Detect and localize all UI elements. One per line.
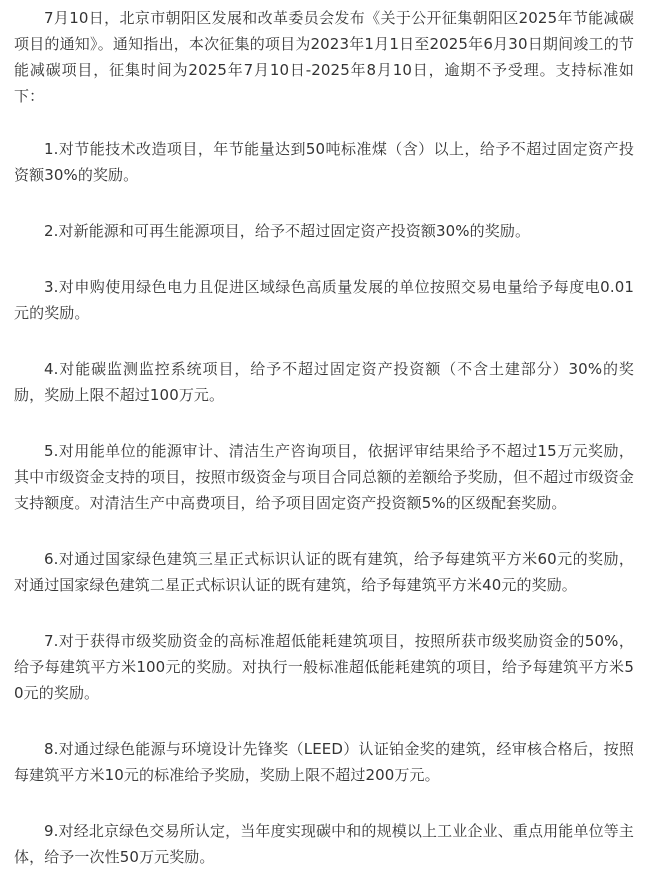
paragraph-spacer — [14, 408, 634, 438]
support-item-1: 1.对节能技术改造项目，年节能量达到50吨标准煤（含）以上，给予不超过固定资产投资额30%的奖励。 — [14, 140, 634, 184]
paragraph-spacer — [14, 244, 634, 274]
paragraph-spacer — [14, 326, 634, 356]
support-item-9: 9.对经北京绿色交易所认定，当年度实现碳中和的规模以上工业企业、重点用能单位等主体，给予一次性50万元奖励。 — [14, 822, 634, 866]
paragraph-spacer — [14, 598, 634, 628]
support-item-7: 7.对于获得市级奖励资金的高标准超低能耗建筑项目，按照所获市级奖励资金的50%，给予每建筑平方米100元的奖励。对执行一般标准超低能耗建筑的项目，给予每建筑平方米50元的奖励。 — [14, 632, 634, 702]
support-item-6: 6.对通过国家绿色建筑三星正式标识认证的既有建筑，给予每建筑平方米60元的奖励，对通过国家绿色建筑二星正式标识认证的既有建筑，给予每建筑平方米40元的奖励。 — [14, 550, 634, 594]
support-item-8: 8.对通过绿色能源与环境设计先锋奖（LEED）认证铂金奖的建筑，经审核合格后，按照每建筑平方米10元的标准给予奖励，奖励上限不超过200万元。 — [14, 740, 634, 784]
paragraph-spacer — [14, 706, 634, 736]
support-item-5: 5.对用能单位的能源审计、清洁生产咨询项目，依据评审结果给予不超过15万元奖励，其中市级资金支持的项目，按照市级资金与项目合同总额的差额给予奖励，但不超过市级资金支持额度。对清洁生产中高费项目，给予项目固定资产投资额5%的区级配套奖励。 — [14, 442, 634, 512]
support-item-3: 3.对申购使用绿色电力且促进区域绿色高质量发展的单位按照交易电量给予每度电0.01元的奖励。 — [14, 278, 634, 322]
paragraph-spacer — [14, 188, 634, 218]
paragraph-spacer — [14, 788, 634, 818]
paragraph-spacer — [14, 109, 634, 136]
paragraph-spacer — [14, 516, 634, 546]
support-item-4: 4.对能碳监测监控系统项目，给予不超过固定资产投资额（不含土建部分）30%的奖励，奖励上限不超过100万元。 — [14, 360, 634, 404]
intro-paragraph: 7月10日，北京市朝阳区发展和改革委员会发布《关于公开征集朝阳区2025年节能减碳项目的通知》。通知指出，本次征集的项目为2023年1月1日至2025年6月30日期间竣工的节能减碳项目，征集时间为2025年7月10日-2025年8月10日，逾期不予受理。支持标准如下： — [14, 9, 634, 105]
support-item-2: 2.对新能源和可再生能源项目，给予不超过固定资产投资额30%的奖励。 — [44, 222, 531, 240]
